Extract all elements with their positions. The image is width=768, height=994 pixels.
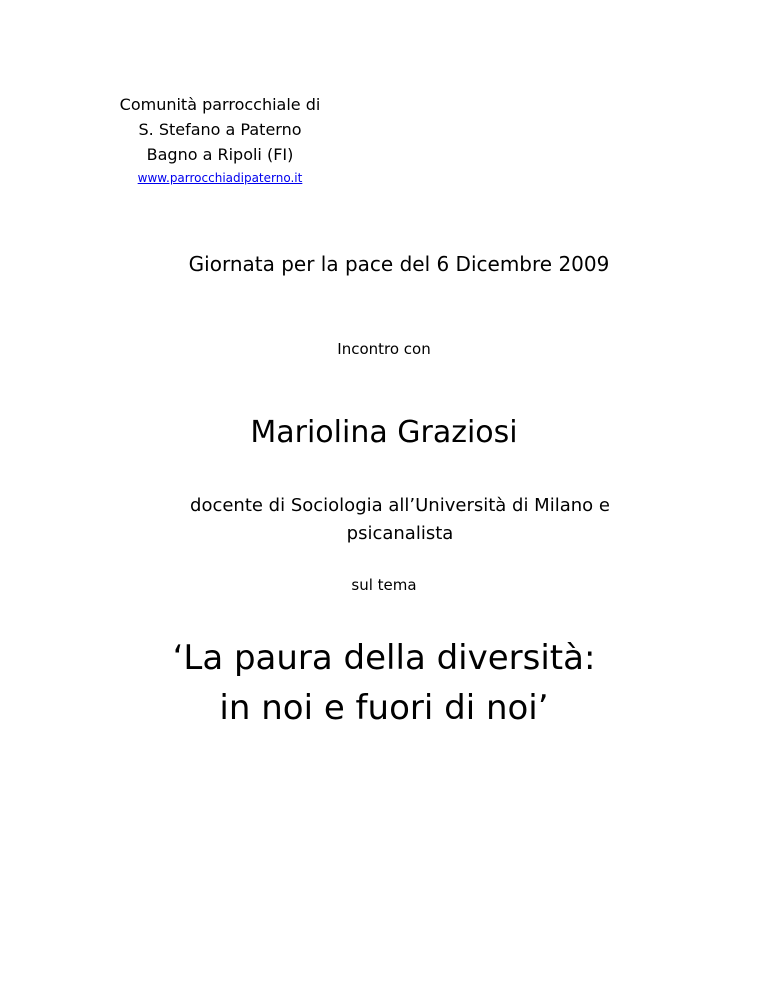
speaker-name: Mariolina Graziosi	[250, 415, 518, 450]
theme-label: sul tema	[351, 576, 417, 594]
parish-church-line: S. Stefano a Paterno	[138, 120, 302, 139]
website-link[interactable]: www.parrocchiadipaterno.it	[137, 171, 303, 185]
parish-location-line: Bagno a Ripoli (FI)	[146, 145, 294, 164]
topic-line: in noi e fuori di noi’	[219, 688, 549, 728]
event-title: Giornata per la pace del 6 Dicembre 2009	[188, 252, 610, 276]
intro-text: Incontro con	[337, 340, 431, 358]
topic-line: ‘La paura della diversità:	[172, 638, 596, 678]
topic-title	[0, 633, 768, 733]
speaker-role-line: psicanalista	[346, 523, 454, 544]
parish-name-line: Comunità parrocchiale di	[119, 95, 321, 114]
parish-header	[90, 92, 350, 189]
speaker-role-line: docente di Sociologia all’Università di Milano e	[190, 495, 610, 516]
speaker-role	[150, 492, 650, 548]
